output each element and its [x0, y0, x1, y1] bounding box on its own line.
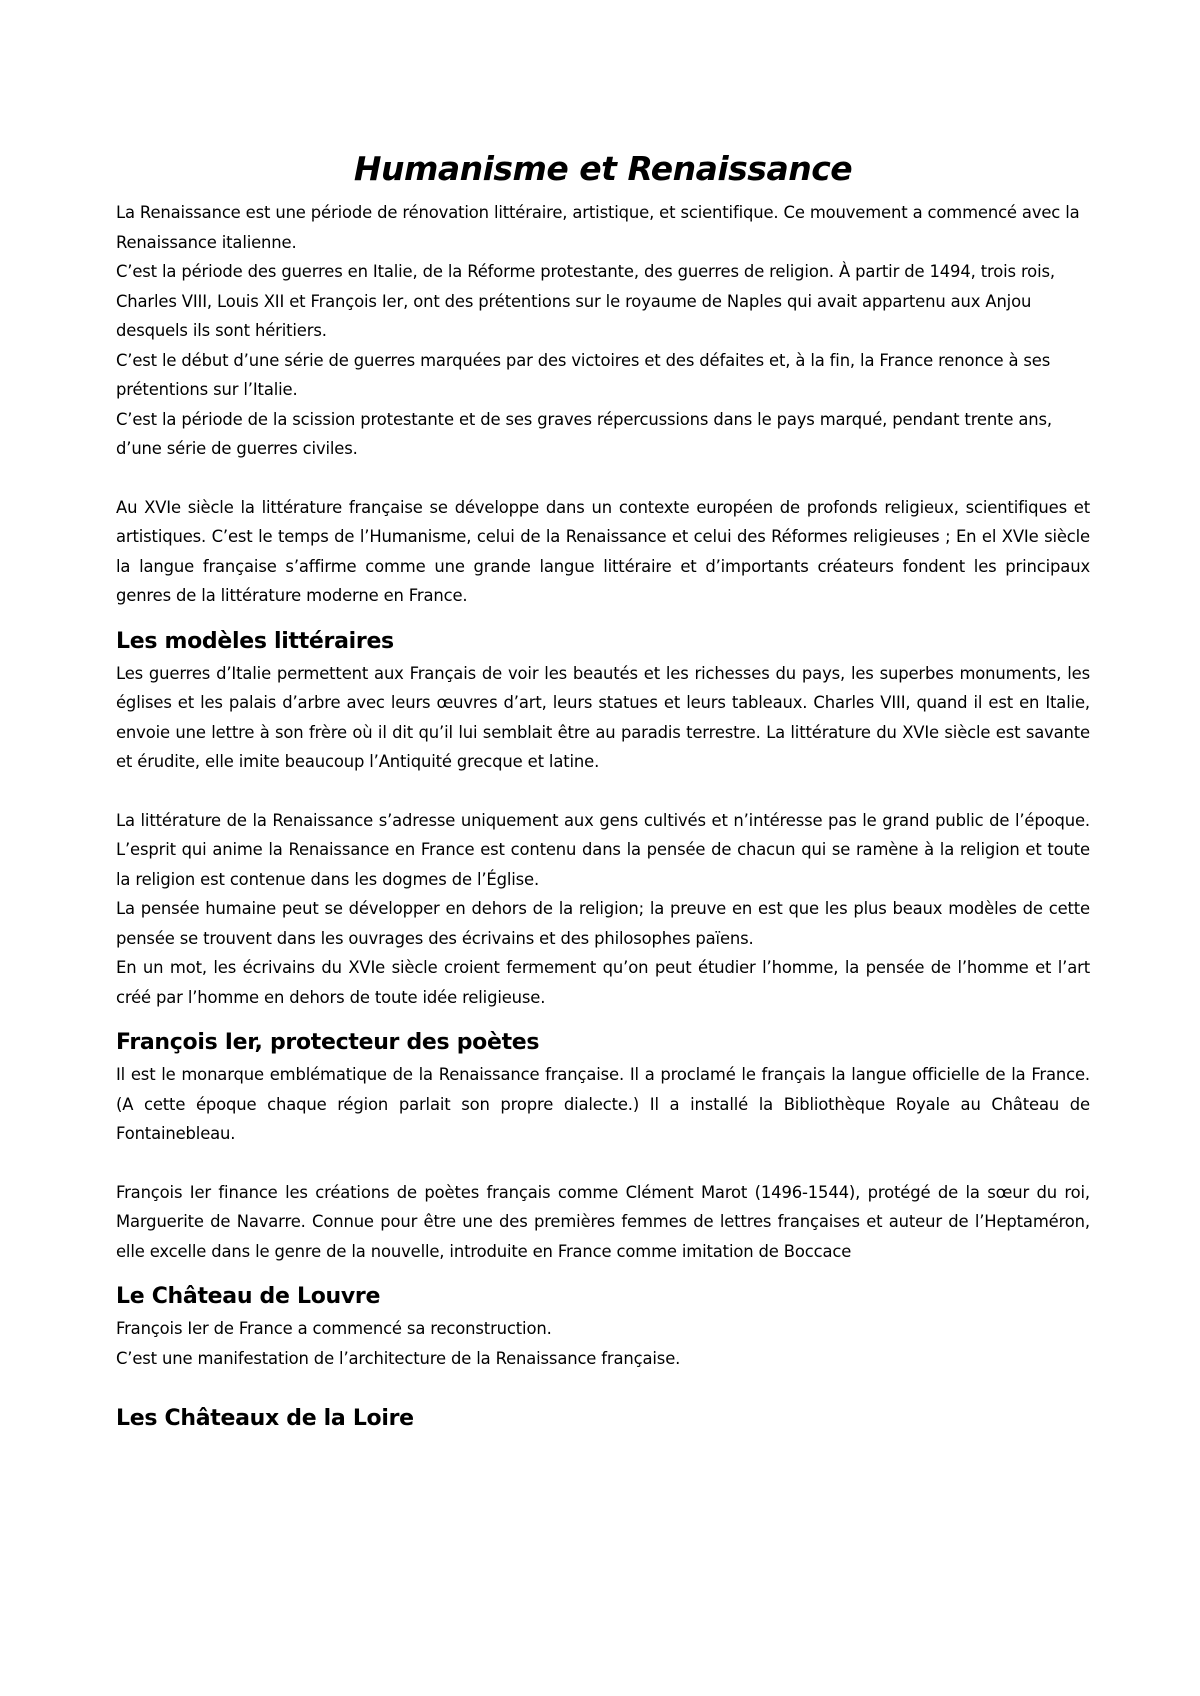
spacer: [116, 1373, 1090, 1402]
spacer: [116, 611, 1090, 625]
section-heading-models: Les modèles littéraires: [116, 628, 394, 654]
intro-paragraph-5: Au XVIe siècle la littérature française se développe dans un contexte européen de profonds religieux, scientifiques et artistiques. C’est le temps de l’Humanisme, celui de la Renaissance et celui des Réformes religieuses ; En el XVIe siècle la langue française s’affirme comme une grande langue littéraire et d’importants créateurs fondent les principaux genres de la littérature moderne en France.: [116, 497, 1090, 605]
intro-paragraph-2: C’est la période des guerres en Italie, de la Réforme protestante, des guerres de religion. À partir de 1494, trois rois, Charles VIII, Louis XII et François Ier, ont des prétentions sur le royaume de Naples qui avait appartenu aux Anjou desquels ils sont héritiers.: [116, 262, 1055, 340]
section-heading-francois: François Ier, protecteur des poètes: [116, 1030, 540, 1055]
document-title: Humanisme et Renaissance: [353, 149, 853, 188]
models-paragraph-3: La pensée humaine peut se développer en dehors de la religion; la preuve en est que les plus beaux modèles de cette pensée se trouvent dans les ouvrages des écrivains et des philosophes païens.: [116, 899, 1090, 948]
intro-paragraph-3: C’est le début d’une série de guerres marquées par des victoires et des défaites et, à la fin, la France renonce à ses prétentions sur l’Italie.: [116, 350, 1051, 399]
section-heading-loire: Les Châteaux de la Loire: [116, 1406, 414, 1431]
spacer: [116, 1266, 1090, 1280]
models-paragraph-2: La littérature de la Renaissance s’adresse uniquement aux gens cultivés et n’intéresse pas le grand public de l’époque. L’esprit qui anime la Renaissance en France est contenu dans la pensée de chacun qui se ramène à la religion et toute la religion est contenue dans les dogmes de l’Église.: [116, 810, 1090, 889]
spacer: [116, 1149, 1090, 1178]
intro-paragraph-1: La Renaissance est une période de rénovation littéraire, artistique, et scientifique. Ce mouvement a commencé avec la Renaissance italienne.: [116, 203, 1080, 252]
models-paragraph-1: Les guerres d’Italie permettent aux Français de voir les beautés et les richesses du pays, les superbes monuments, les églises et les palais d’arbre avec leurs œuvres d’art, leurs statues et leurs tableaux. Charles VIII, quand il est en Italie, envoie une lettre à son frère où il dit qu’il lui semblait être au paradis terrestre. La littérature du XVIe siècle est savante et érudite, elle imite beaucoup l’Antiquité grecque et latine.: [116, 663, 1090, 771]
louvre-paragraph-1: François Ier de France a commencé sa reconstruction.: [116, 1319, 552, 1338]
francois-paragraph-2: François Ier finance les créations de poètes français comme Clément Marot (1496-1544), protégé de la sœur du roi, Marguerite de Navarre. Connue pour être une des premières femmes de lettres françaises et auteur de l’Heptaméron, elle excelle dans le genre de la nouvelle, introduite en France comme imitation de Boccace: [116, 1182, 1090, 1261]
spacer: [116, 1012, 1090, 1026]
spacer: [116, 464, 1090, 493]
francois-paragraph-1: Il est le monarque emblématique de la Renaissance française. Il a proclamé le français la langue officielle de la France. (A cette époque chaque région parlait son propre dialecte.) Il a installé la Bibliothèque Royale au Château de Fontainebleau.: [116, 1065, 1090, 1143]
spacer: [116, 777, 1090, 806]
louvre-paragraph-2: C’est une manifestation de l’architecture de la Renaissance française.: [116, 1348, 681, 1368]
section-heading-louvre: Le Château de Louvre: [116, 1284, 381, 1309]
intro-paragraph-4: C’est la période de la scission protestante et de ses graves répercussions dans le pays marqué, pendant trente ans, d’une série de guerres civiles.: [116, 409, 1052, 458]
models-paragraph-4: En un mot, les écrivains du XVIe siècle croient fermement qu’on peut étudier l’homme, la pensée de l’homme et l’art créé par l’homme en dehors de toute idée religieuse.: [116, 958, 1090, 1007]
